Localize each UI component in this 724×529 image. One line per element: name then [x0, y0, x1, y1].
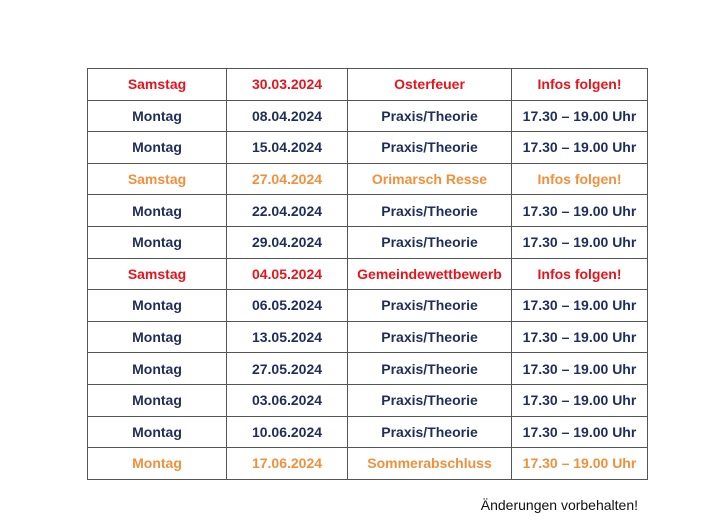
cell-time: 17.30 – 19.00 Uhr — [512, 416, 648, 448]
cell-time: 17.30 – 19.00 Uhr — [512, 100, 648, 132]
cell-date: 10.06.2024 — [227, 416, 348, 448]
table-row — [88, 195, 648, 227]
cell-date: 29.04.2024 — [227, 226, 348, 258]
table-row — [88, 69, 648, 101]
cell-event: Orimarsch Resse — [348, 163, 512, 195]
cell-day: Samstag — [88, 69, 227, 101]
cell-date: 27.04.2024 — [227, 163, 348, 195]
cell-time: 17.30 – 19.00 Uhr — [512, 448, 648, 480]
table-row — [88, 226, 648, 258]
cell-day: Montag — [88, 132, 227, 164]
footnote: Änderungen vorbehalten! — [480, 497, 638, 513]
cell-event: Praxis/Theorie — [348, 353, 512, 385]
cell-day: Montag — [88, 448, 227, 480]
table-row — [88, 132, 648, 164]
cell-event: Praxis/Theorie — [348, 132, 512, 164]
cell-date: 03.06.2024 — [227, 384, 348, 416]
cell-time: Infos folgen! — [512, 163, 648, 195]
table-row — [88, 353, 648, 385]
cell-time: 17.30 – 19.00 Uhr — [512, 353, 648, 385]
cell-date: 17.06.2024 — [227, 448, 348, 480]
cell-date: 27.05.2024 — [227, 353, 348, 385]
cell-time: 17.30 – 19.00 Uhr — [512, 226, 648, 258]
table-row — [88, 163, 648, 195]
cell-date: 15.04.2024 — [227, 132, 348, 164]
cell-event: Praxis/Theorie — [348, 321, 512, 353]
cell-time: 17.30 – 19.00 Uhr — [512, 195, 648, 227]
table-row — [88, 290, 648, 322]
table-row — [88, 100, 648, 132]
cell-date: 08.04.2024 — [227, 100, 348, 132]
table-row — [88, 448, 648, 480]
cell-time: 17.30 – 19.00 Uhr — [512, 384, 648, 416]
cell-time: 17.30 – 19.00 Uhr — [512, 290, 648, 322]
table-row — [88, 416, 648, 448]
cell-event: Praxis/Theorie — [348, 290, 512, 322]
cell-date: 06.05.2024 — [227, 290, 348, 322]
cell-event: Praxis/Theorie — [348, 226, 512, 258]
schedule-table — [87, 68, 648, 480]
cell-time: 17.30 – 19.00 Uhr — [512, 321, 648, 353]
cell-time: Infos folgen! — [512, 69, 648, 101]
cell-event: Gemeindewettbewerb — [348, 258, 512, 290]
cell-event: Praxis/Theorie — [348, 384, 512, 416]
cell-day: Samstag — [88, 258, 227, 290]
cell-event: Praxis/Theorie — [348, 100, 512, 132]
cell-event: Praxis/Theorie — [348, 416, 512, 448]
cell-day: Montag — [88, 416, 227, 448]
cell-day: Samstag — [88, 163, 227, 195]
cell-day: Montag — [88, 353, 227, 385]
cell-day: Montag — [88, 226, 227, 258]
cell-time: Infos folgen! — [512, 258, 648, 290]
cell-event: Sommerabschluss — [348, 448, 512, 480]
cell-date: 30.03.2024 — [227, 69, 348, 101]
cell-day: Montag — [88, 290, 227, 322]
cell-day: Montag — [88, 195, 227, 227]
schedule-body — [88, 69, 648, 480]
cell-day: Montag — [88, 321, 227, 353]
cell-day: Montag — [88, 100, 227, 132]
cell-date: 22.04.2024 — [227, 195, 348, 227]
cell-date: 13.05.2024 — [227, 321, 348, 353]
cell-day: Montag — [88, 384, 227, 416]
cell-date: 04.05.2024 — [227, 258, 348, 290]
table-row — [88, 321, 648, 353]
cell-event: Osterfeuer — [348, 69, 512, 101]
cell-time: 17.30 – 19.00 Uhr — [512, 132, 648, 164]
cell-event: Praxis/Theorie — [348, 195, 512, 227]
table-row — [88, 384, 648, 416]
table-row — [88, 258, 648, 290]
